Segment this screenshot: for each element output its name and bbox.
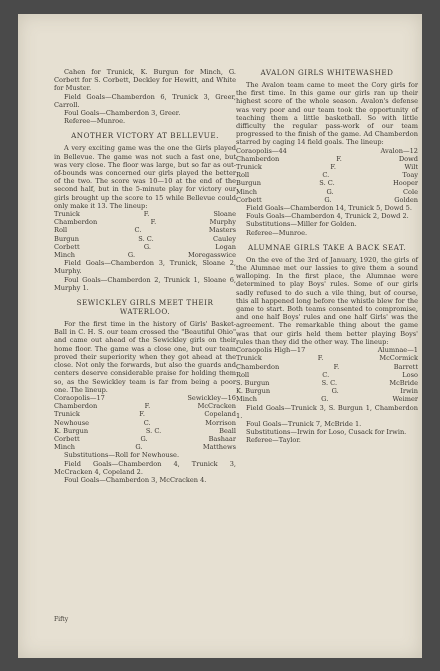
lineup-position: S. C. <box>321 378 338 387</box>
lineup-away: Hooper <box>393 179 418 188</box>
lineup-away: Sloane <box>213 210 236 219</box>
lineup-row <box>54 410 236 418</box>
lineup-position: C. <box>322 171 330 180</box>
lineup-home: Chamberdon <box>54 402 98 411</box>
lineup-home: Minch <box>54 251 76 260</box>
alumnae-referee: Referee—Taylor. <box>246 436 301 445</box>
avalon-lineup <box>236 155 418 204</box>
alumnae-substitutions: Substitutions—Irwin for Loso, Cusack for Irwin. <box>246 428 407 437</box>
lineup-home: Trunick <box>236 354 262 363</box>
lineup-position: G. <box>127 251 136 260</box>
sewickley-heading: SEWICKLEY GIRLS MEET THEIR WATERLOO. <box>76 298 214 317</box>
right-column <box>236 68 418 445</box>
lineup-home: Trunick <box>236 163 262 172</box>
intro-substitutions: Cahen for Trunick, K. Burgun for Minch, G. Corbett for S. Corbett, Deckley for Hewitt, and White for Muster. <box>54 68 236 93</box>
lineup-row <box>54 427 236 435</box>
lineup-position: G. <box>135 443 143 452</box>
avalon-paragraph: The Avalon team came to meet the Cory girls for the first time. In this game our girls ran up their highest score of the whole season. Avalon's defense was very poor and our team took the opportunity of teaching them a little basketball. So with little difficulty the regular pass-work of our team progressed to the finish of the game. Ad Chamberdon starred by caging 14 field goals. The lineup: <box>236 81 418 147</box>
avalon-foul-goals: Fouls Goals—Chamberdon 4, Trunick 2, Dowd 2. <box>246 212 409 221</box>
alumnae-foul-goals: Foul Goals—Trunick 7, McBride 1. <box>246 419 362 428</box>
lineup-home: Roll <box>236 171 250 180</box>
alumnae-lineup <box>236 354 418 403</box>
intro-foul-goals: Foul Goals—Chamberdon 3, Greer. <box>64 109 181 118</box>
sewickley-substitutions: Substitutions—Roll for Newhouse. <box>64 451 180 460</box>
lineup-away: Wilt <box>404 163 418 172</box>
lineup-position: G. <box>321 395 329 404</box>
lineup-row <box>54 402 236 410</box>
lineup-position: G. <box>326 187 334 196</box>
lineup-away: Logan <box>215 242 236 251</box>
lineup-row <box>236 354 418 362</box>
lineup-away: McCracken <box>197 402 236 411</box>
lineup-row <box>54 243 236 251</box>
lineup-row <box>236 371 418 379</box>
lineup-away: Cauley <box>213 234 236 243</box>
score-home: Coraopolis—17 <box>54 393 105 402</box>
lineup-home: Trunick <box>54 410 80 419</box>
lineup-position: F. <box>143 210 150 219</box>
lineup-home: Corbett <box>236 195 262 204</box>
score-home: Coraopolis High—17 <box>236 346 306 355</box>
lineup-home: Chamberdon <box>236 154 280 163</box>
lineup-row <box>54 251 236 259</box>
lineup-position: C. <box>143 418 151 427</box>
lineup-away: Matthews <box>202 443 236 452</box>
lineup-row <box>236 163 418 171</box>
lineup-home: Minch <box>236 187 258 196</box>
lineup-row <box>236 155 418 163</box>
lineup-row <box>54 419 236 427</box>
lineup-position: F. <box>150 218 157 227</box>
sewickley-lineup <box>54 402 236 451</box>
lineup-home: Minch <box>54 443 76 452</box>
lineup-position: F. <box>144 402 151 411</box>
lineup-away: Copeland <box>204 410 236 419</box>
avalon-field-goals: Field Goals—Chamberdon 14, Trunick 5, Dowd 5. <box>246 204 412 213</box>
lineup-away: Golden <box>394 195 418 204</box>
lineup-away: Loso <box>402 370 418 379</box>
lineup-home: Corbett <box>54 434 80 443</box>
sewickley-field-goals: Field Goals—Chamberdon 4, Trunick 3, McCracken 4, Copeland 2. <box>54 459 236 476</box>
lineup-row <box>54 235 236 243</box>
lineup-away: McCormick <box>379 354 418 363</box>
lineup-row <box>236 179 418 187</box>
lineup-row <box>236 188 418 196</box>
lineup-position: S. C. <box>138 234 154 243</box>
lineup-away: Beall <box>219 426 236 435</box>
lineup-row <box>54 435 236 443</box>
lineup-away: Cole <box>402 187 418 196</box>
lineup-position: G. <box>331 387 339 396</box>
lineup-home: Minch <box>236 395 258 404</box>
lineup-position: F. <box>333 362 340 371</box>
lineup-position: G. <box>143 242 151 251</box>
bellevue-foul-goals: Foul Goals—Chamberdon 2, Trunick 1, Sloane 6, Murphy 1. <box>54 275 236 292</box>
score-away: Sewickley—16 <box>187 393 236 402</box>
lineup-row <box>54 218 236 226</box>
lineup-home: Burgun <box>54 234 79 243</box>
lineup-row <box>54 210 236 218</box>
avalon-heading: AVALON GIRLS WHITEWASHED <box>260 68 394 77</box>
lineup-away: Dowd <box>398 154 418 163</box>
bellevue-heading: ANOTHER VICTORY AT BELLEVUE. <box>71 131 219 141</box>
lineup-away: Barrett <box>393 362 418 371</box>
lineup-away: McBride <box>389 378 418 387</box>
lineup-position: C. <box>134 226 142 235</box>
alumnae-heading: ALUMNAE GIRLS TAKE A BACK SEAT. <box>247 242 407 252</box>
lineup-home: Chamberdon <box>236 362 280 371</box>
lineup-row <box>236 363 418 371</box>
lineup-row <box>236 387 418 395</box>
lineup-home: K. Burgun <box>236 387 271 396</box>
lineup-position: S. C. <box>319 179 335 188</box>
intro-block <box>54 68 236 125</box>
lineup-position: F. <box>317 354 324 363</box>
lineup-row <box>236 379 418 387</box>
lineup-position: S. C. <box>145 426 162 435</box>
lineup-position: G. <box>140 434 148 443</box>
lineup-position: F. <box>330 163 336 172</box>
alumnae-field-goals: Field Goals—Trunick 3, S. Burgun 1, Chamberdon 1. <box>236 403 418 420</box>
lineup-row <box>236 196 418 204</box>
sewickley-score <box>54 394 236 402</box>
lineup-away: Murphy <box>209 218 236 227</box>
lineup-away: Bashaar <box>208 434 236 443</box>
lineup-away: Masters <box>208 226 236 235</box>
lineup-home: S. Burgun <box>236 378 270 387</box>
bellevue-lineup <box>54 210 236 259</box>
avalon-substitutions: Substitutions—Miller for Golden. <box>246 220 357 229</box>
sewickley-foul-goals: Foul Goals—Chamberdon 3, McCracken 4. <box>64 475 207 484</box>
avalon-referee: Referee—Munroe. <box>246 228 308 237</box>
lineup-away: Irwin <box>400 387 418 396</box>
alumnae-score <box>236 346 418 354</box>
lineup-home: Chamberdon <box>54 218 98 227</box>
lineup-home: Newhouse <box>54 418 90 427</box>
intro-field-goals: Field Goals—Chamberdon 6, Trunick 3, Greer, Carroll. <box>54 92 236 109</box>
yearbook-page <box>18 14 422 658</box>
score-home: Coraopolis—44 <box>236 146 287 155</box>
lineup-home: Corbett <box>54 242 80 251</box>
lineup-away: Morrison <box>205 418 236 427</box>
lineup-home: Burgun <box>236 179 261 188</box>
lineup-row <box>54 443 236 451</box>
lineup-home: K. Burgun <box>54 426 89 435</box>
lineup-home: Roll <box>236 370 250 379</box>
page-number: Fifty <box>54 616 69 623</box>
lineup-away: Weimer <box>392 395 418 404</box>
lineup-position: F. <box>336 154 342 163</box>
score-away: Avalon—12 <box>380 146 418 155</box>
score-away: Alumnae—1 <box>377 346 418 355</box>
lineup-away: Moregasswice <box>187 251 236 260</box>
lineup-row <box>236 395 418 403</box>
lineup-home: Roll <box>54 226 68 235</box>
alumnae-paragraph: On the eve of the 3rd of January, 1920, the girls of the Alumnae met our lassies to give them a sound walloping. In the first place, the Alumnae were determined to play Boys' rules. Some of our girls sadly refused to do such a vile thing, but of course, this all happened long before the whistle blew for the game to start. Both teams consented to compromise, and one half Boys' rules and one half Girls' was the agreement. The remarkable thing about the game was that our girls held them better playing Boys' rules than they did the other way. The lineup: <box>236 255 418 346</box>
sewickley-paragraph: For the first time in the history of Girls' Basket-Ball in C. H. S. our team crossed the "Beautiful Ohio" and came out ahead of the Sewickley girls on their home floor. The game was a close one, but our team proved their superiority when they got ahead at the close. Not only the forwards, but also the guards and centers deserve considerable praise for holding them so, as the Sewickley team is far from being a poor one. The lineup. <box>54 320 236 394</box>
lineup-row <box>54 226 236 234</box>
left-column <box>54 68 236 484</box>
lineup-position: F. <box>139 410 145 419</box>
lineup-away: Toay <box>402 171 418 180</box>
bellevue-paragraph: A very exciting game was the one the Girls played in Bellevue. The game was not such a fast one, but was very close. The floor was large, but so far as out-of-bounds was concerned our girls played the better of the two. The score was 10—10 at the end of the second half, but in the 5-minute play for victory our girls brought up the score to 15 while Bellevue could only make it 13. The lineup: <box>54 144 236 210</box>
bellevue-field-goals: Field Goals—Chamberdon 3, Trunick, Sloane 2, Murphy. <box>54 259 236 276</box>
avalon-score <box>236 147 418 155</box>
lineup-position: C. <box>322 370 330 379</box>
lineup-position: G. <box>324 195 332 204</box>
intro-referee: Referee—Munroe. <box>64 117 126 126</box>
lineup-home: Trunick <box>54 210 80 219</box>
lineup-row <box>236 171 418 179</box>
